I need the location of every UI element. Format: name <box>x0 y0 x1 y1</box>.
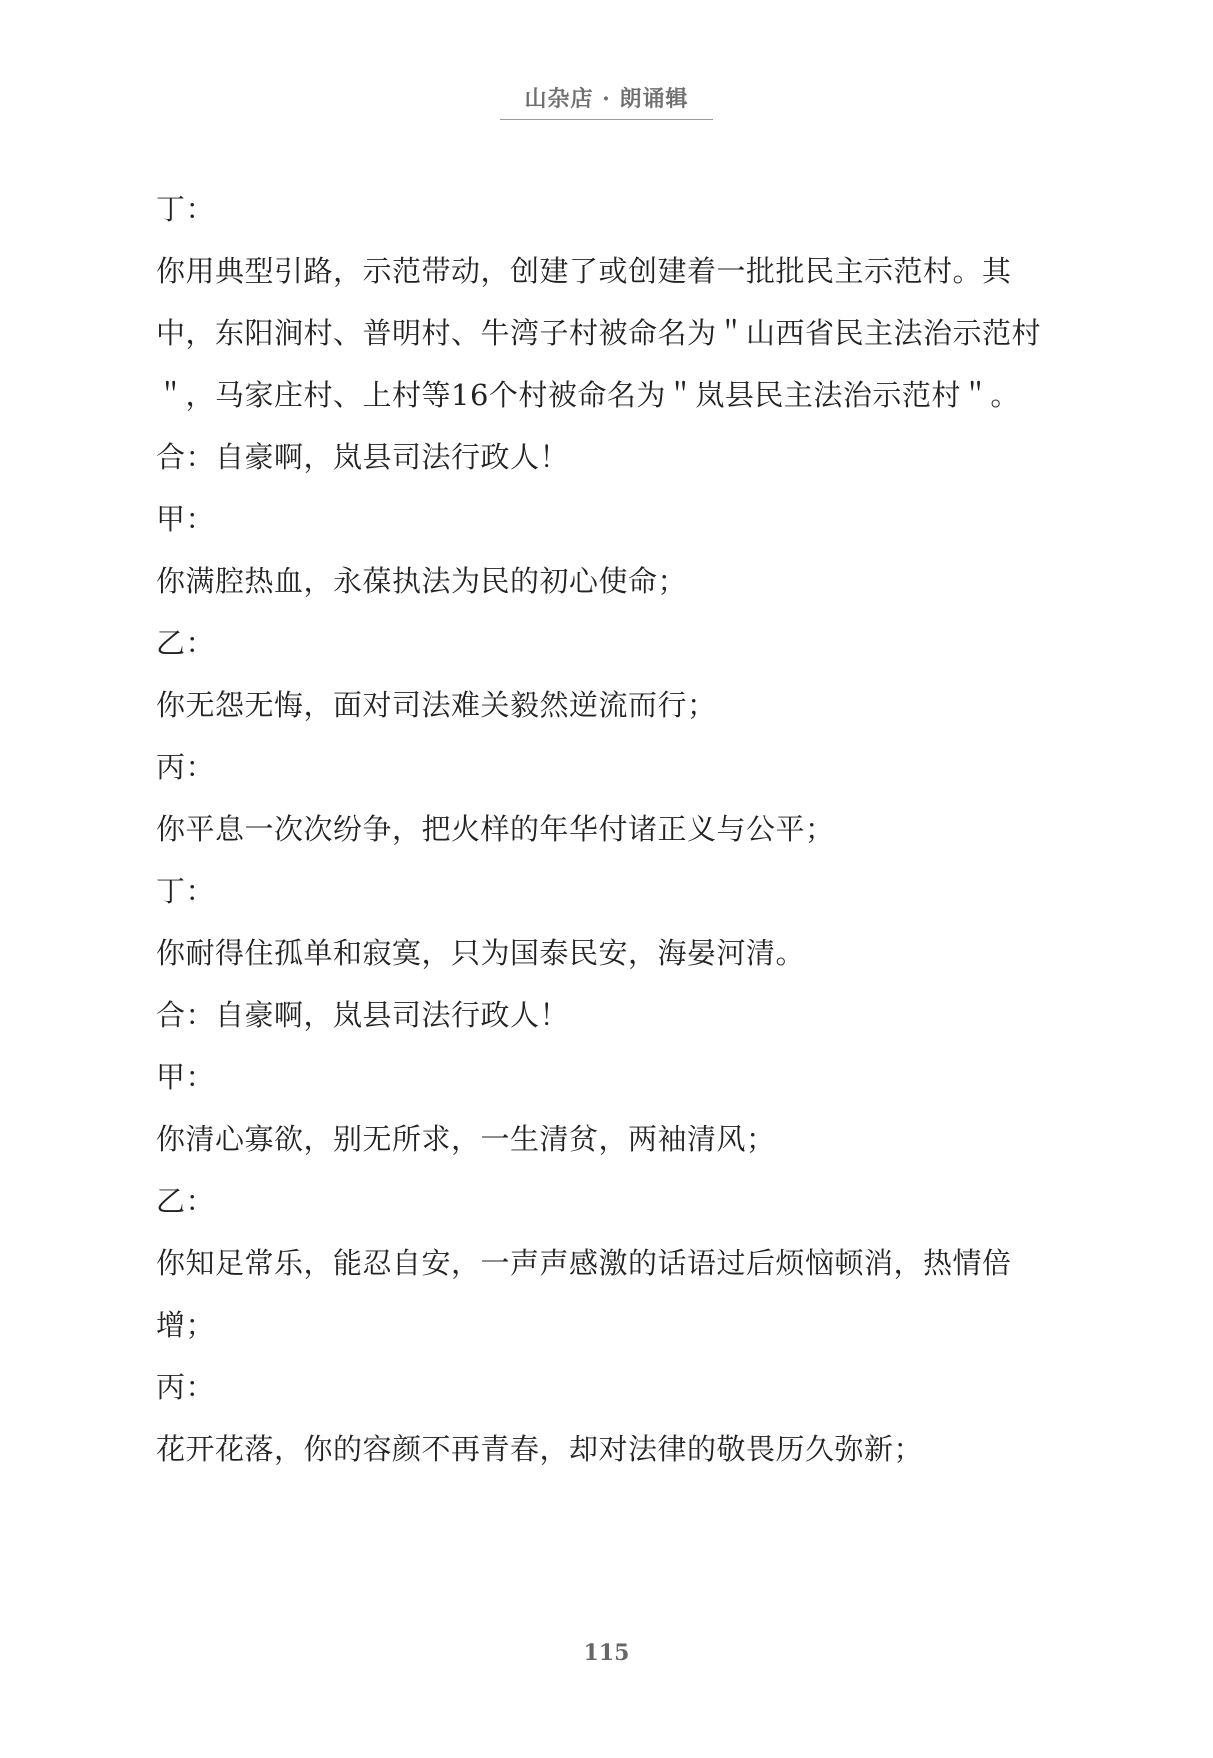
paragraph: 甲： <box>156 1060 216 1094</box>
paragraph: 你用典型引路，示范带动，创建了或创建着一批批民主示范村。其中，东阳涧村、普明村、牛湾子村被命名为＂山西省民主法治示范村＂，马家庄村、上村等16个村被命名为＂岚县民主法治示范村＂。 <box>156 254 1042 412</box>
paragraph: 你平息一次次纷争，把火样的年华付诸正义与公平； <box>156 812 835 846</box>
paragraph: 丙： <box>156 750 216 784</box>
paragraph: 你无怨无悔，面对司法难关毅然逆流而行； <box>156 688 717 722</box>
paragraph: 乙： <box>156 626 216 660</box>
paragraph: 丁： <box>156 874 216 908</box>
paragraph: 你满腔热血，永葆执法为民的初心使命； <box>156 564 688 598</box>
paragraph: 合：自豪啊，岚县司法行政人！ <box>156 440 570 474</box>
paragraph: 丙： <box>156 1370 216 1404</box>
running-head: 山杂店 · 朗诵辑 <box>524 86 689 112</box>
paragraph: 甲： <box>156 502 216 536</box>
paragraph: 乙： <box>156 1184 216 1218</box>
page-number: 115 <box>583 1640 630 1666</box>
paragraph: 合：自豪啊，岚县司法行政人！ <box>156 998 570 1032</box>
paragraph: 花开花落，你的容颜不再青春，却对法律的敬畏历久弥新； <box>156 1432 924 1466</box>
paragraph: 你清心寡欲，别无所求，一生清贫，两袖清风； <box>156 1122 776 1156</box>
paragraph: 你耐得住孤单和寂寞，只为国泰民安，海晏河清。 <box>156 936 806 970</box>
header-rule <box>500 119 713 120</box>
paragraph: 丁： <box>156 192 216 226</box>
paragraph: 你知足常乐，能忍自安，一声声感激的话语过后烦恼顿消，热情倍增； <box>156 1246 1012 1342</box>
body-text <box>156 178 1061 1480</box>
